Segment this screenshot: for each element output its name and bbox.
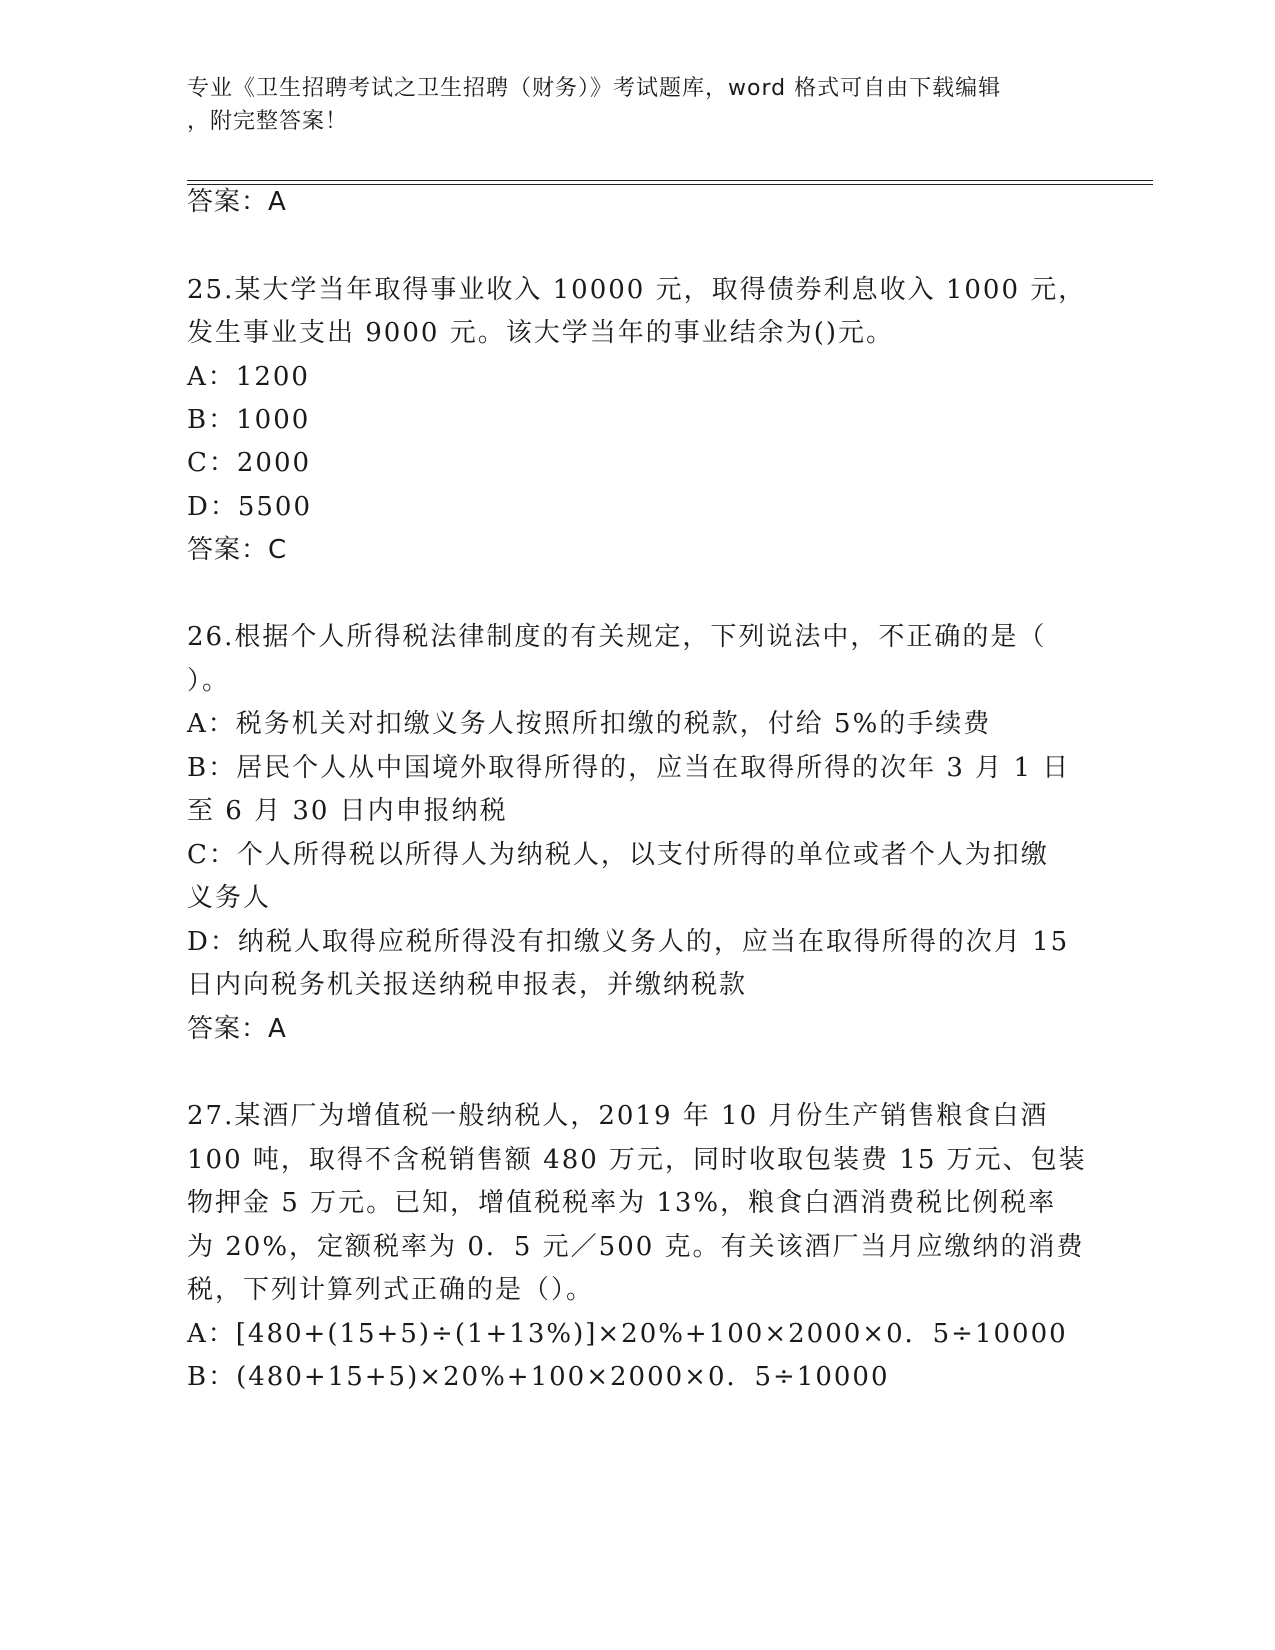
q25-answer: 答案：C — [187, 535, 288, 565]
q25-option-a: A：1200 — [187, 362, 310, 392]
q25-stem-line-1: 25.某大学当年取得事业收入 10000 元，取得债券利息收入 1000 元， — [187, 275, 1087, 305]
q27-stem-line-5: 税，下列计算列式正确的是（）。 — [187, 1275, 595, 1305]
q26-option-d-line-2: 日内向税务机关报送纳税申报表，并缴纳税款 — [187, 970, 748, 1000]
q27-stem-line-4: 为 20%，定额税率为 0．5 元／500 克。有关该酒厂当月应缴纳的消费 — [187, 1232, 1085, 1262]
q25-option-b: B：1000 — [187, 405, 311, 435]
q26-option-c-line-2: 义务人 — [187, 883, 272, 913]
document-header — [187, 72, 1067, 138]
q27-option-a: A：[480+(15+5)÷(1+13%)]×20%+100×2000×0．5÷10000 — [187, 1319, 1068, 1349]
q25-stem-line-2: 发生事业支出 9000 元。该大学当年的事业结余为()元。 — [187, 318, 894, 348]
q26-option-c-line-1: C：个人所得税以所得人为纳税人，以支付所得的单位或者个人为扣缴 — [187, 840, 1049, 870]
header-line-2: ，附完整答案！ — [187, 109, 349, 134]
q26-stem-line-1: 26.根据个人所得税法律制度的有关规定，下列说法中，不正确的是（ — [187, 622, 1047, 652]
q27-stem-line-3: 物押金 5 万元。已知，增值税税率为 13%，粮食白酒消费税比例税率 — [187, 1188, 1057, 1218]
q26-option-d-line-1: D：纳税人取得应税所得没有扣缴义务人的，应当在取得所得的次月 15 — [187, 927, 1070, 957]
q25-option-d: D：5500 — [187, 492, 313, 522]
previous-answer: 答案：A — [187, 187, 287, 217]
q26-option-b-line-2: 至 6 月 30 日内申报纳税 — [187, 796, 508, 826]
q26-option-b-line-1: B：居民个人从中国境外取得所得的，应当在取得所得的次年 3 月 1 日 — [187, 753, 1071, 783]
q27-stem-line-1: 27.某酒厂为增值税一般纳税人，2019 年 10 月份生产销售粮食白酒 — [187, 1101, 1049, 1131]
q26-stem-line-2: ）。 — [187, 666, 231, 696]
q27-option-b: B：(480+15+5)×20%+100×2000×0．5÷10000 — [187, 1362, 890, 1392]
q26-option-a: A：税务机关对扣缴义务人按照所扣缴的税款，付给 5%的手续费 — [187, 709, 992, 739]
q25-option-c: C：2000 — [187, 448, 312, 478]
q27-stem-line-2: 100 吨，取得不含税销售额 480 万元，同时收取包装费 15 万元、包装 — [187, 1145, 1087, 1175]
header-line-1: 专业《卫生招聘考试之卫生招聘（财务）》考试题库，word 格式可自由下载编辑 — [187, 76, 1002, 101]
q26-answer: 答案：A — [187, 1014, 287, 1044]
